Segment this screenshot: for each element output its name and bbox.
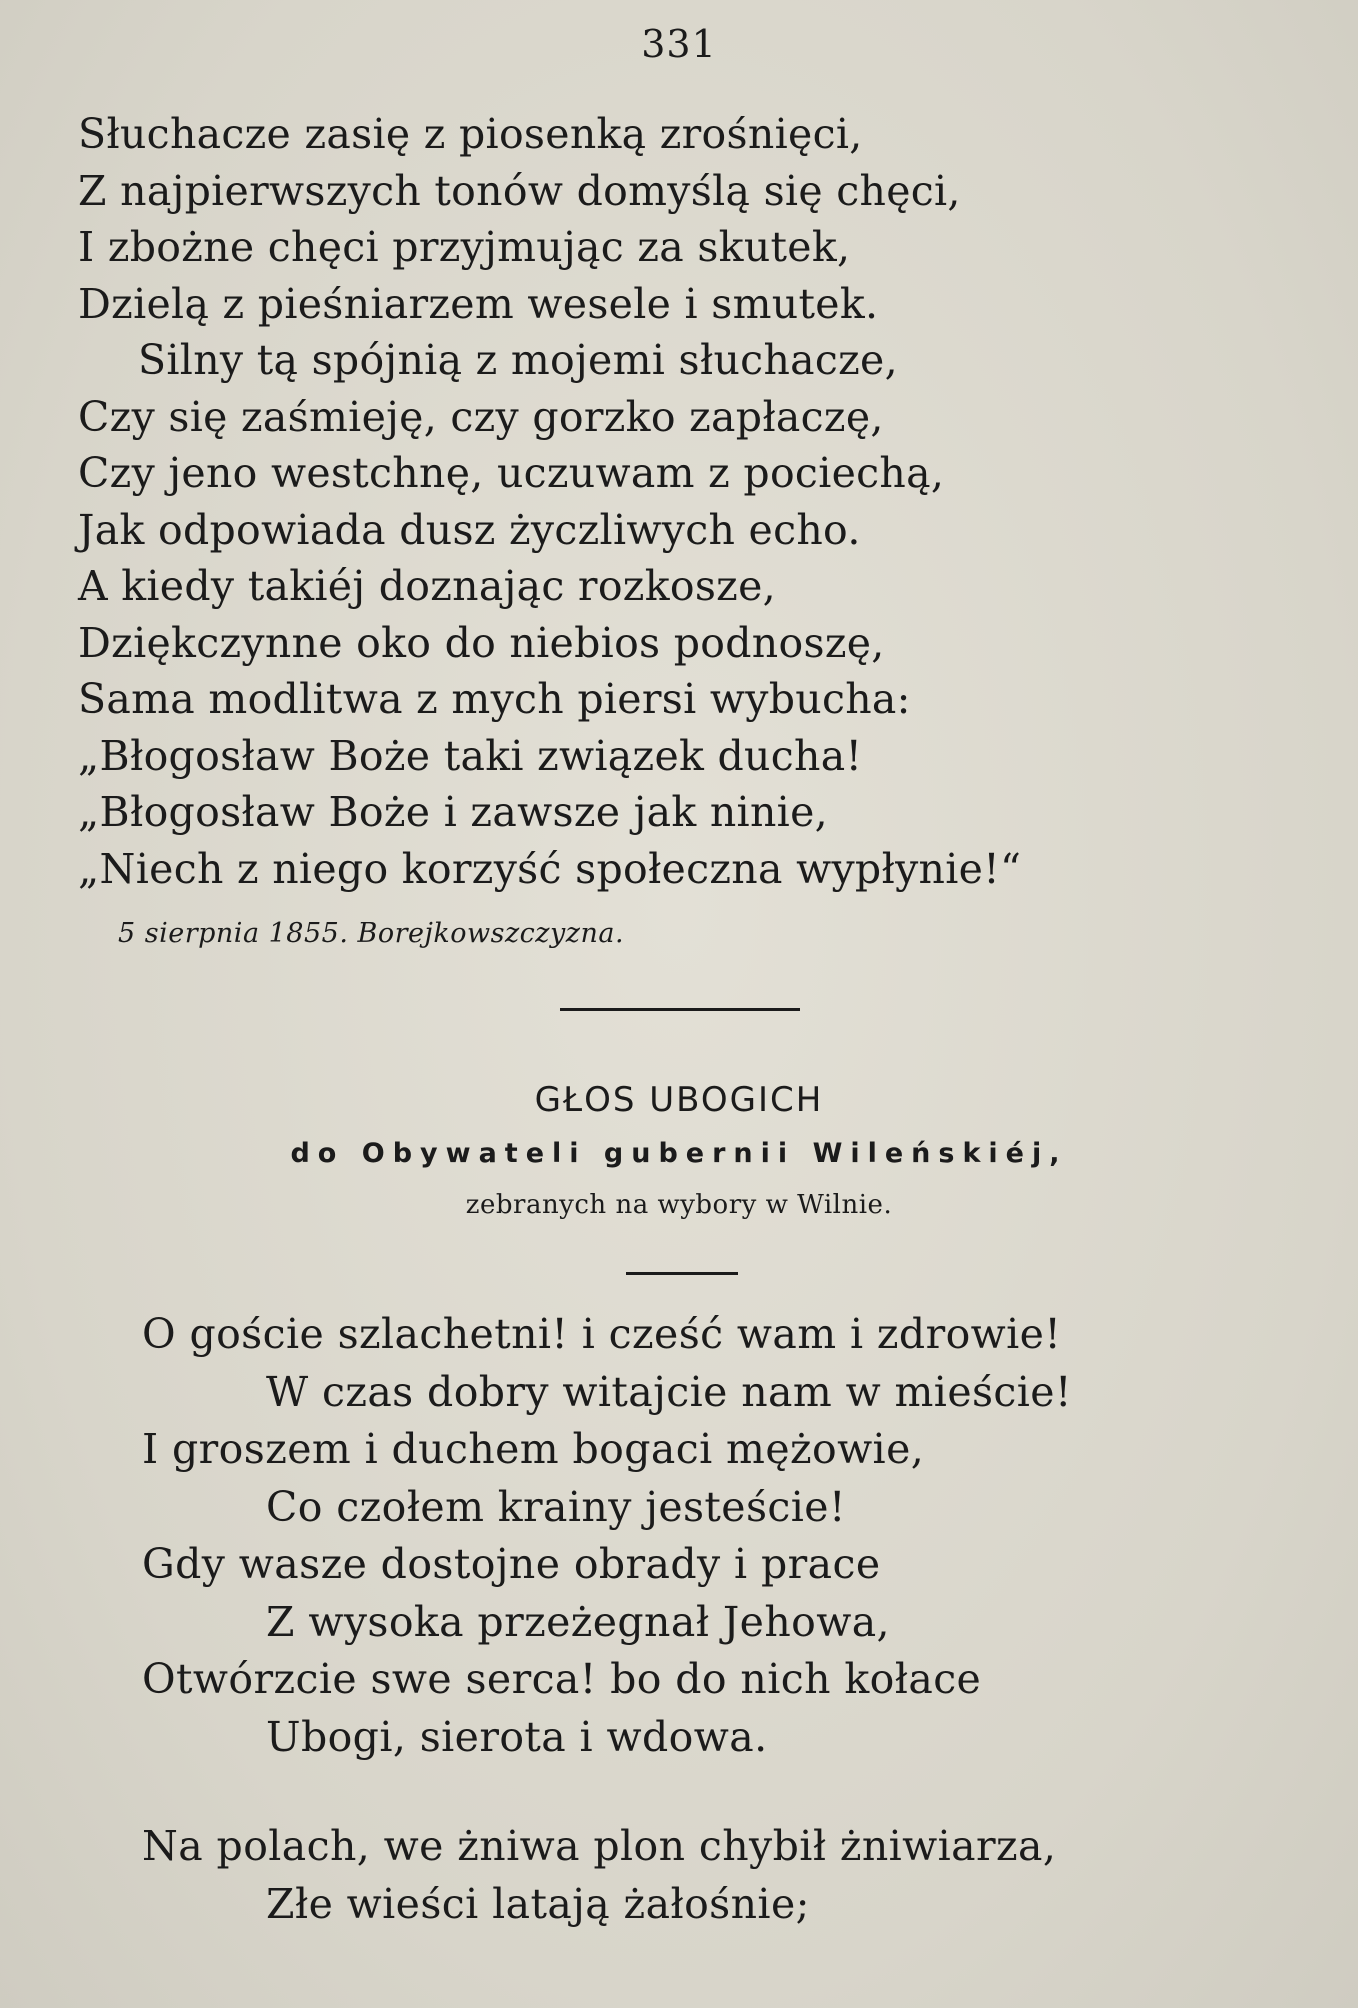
verse-line: I groszem i duchem bogaci mężowie, — [142, 1425, 925, 1473]
verse-line: Czy jeno westchnę, uczuwam z pociechą, — [78, 449, 945, 497]
verse-line: Co czołem krainy jesteście! — [266, 1482, 846, 1531]
page-number: 331 — [641, 22, 717, 66]
verse-line: Z wysoka przeżegnał Jehowa, — [266, 1597, 890, 1646]
poem-dedication: zebranych na wybory w Wilnie. — [465, 1190, 893, 1220]
verse-line: Złe wieści latają żałośnie; — [266, 1879, 810, 1928]
poem-stanza-2 — [142, 1306, 1358, 1766]
verse-line: Czy się zaśmieję, czy gorzko zapłaczę, — [78, 392, 884, 441]
verse-line: A kiedy takiéj doznając rozkosze, — [78, 562, 776, 610]
verse-line: W czas dobry witajcie nam w mieście! — [266, 1367, 1072, 1416]
poem-stanza-3 — [142, 1818, 1358, 1933]
verse-line: Z najpierwszych tonów domyślą się chęci, — [78, 166, 961, 215]
section-divider — [560, 1008, 800, 1011]
verse-line: Dziękczynne oko do niebios podnoszę, — [78, 618, 885, 667]
poem-stanza-1 — [78, 106, 1358, 897]
verse-line: Sama modlitwa z mych piersi wybucha: — [78, 675, 911, 723]
verse-line: Słuchacze zasię z piosenką zrośnięci, — [78, 110, 863, 158]
verse-line: Na polach, we żniwa plon chybił żniwiarza, — [142, 1822, 1057, 1870]
verse-line: Silny tą spójnią z mojemi słuchacze, — [138, 336, 898, 384]
verse-line: Ubogi, sierota i wdowa. — [266, 1712, 768, 1761]
verse-line: O goście szlachetni! i cześć wam i zdrowie! — [142, 1310, 1062, 1358]
verse-line: Otwórzcie swe serca! bo do nich kołace — [142, 1655, 982, 1703]
title-divider — [626, 1272, 738, 1275]
poem-title: GŁOS UBOGICH — [534, 1080, 824, 1120]
verse-line: „Niech z niego korzyść społeczna wypłynie!“ — [78, 844, 1022, 893]
verse-line: Gdy wasze dostojne obrady i prace — [142, 1540, 881, 1588]
verse-line: I zbożne chęci przyjmując za skutek, — [78, 223, 851, 271]
poem-subtitle: do Obywateli gubernii Wileńskiéj, — [290, 1138, 1068, 1169]
verse-line: Jak odpowiada dusz życzliwych echo. — [78, 505, 861, 554]
verse-line: Dzielą z pieśniarzem wesele i smutek. — [78, 279, 879, 328]
verse-line: „Błogosław Boże taki związek ducha! — [78, 731, 863, 780]
poem-dateline: 5 sierpnia 1855. Borejkowszczyzna. — [118, 918, 625, 949]
verse-line: „Błogosław Boże i zawsze jak ninie, — [78, 788, 828, 836]
